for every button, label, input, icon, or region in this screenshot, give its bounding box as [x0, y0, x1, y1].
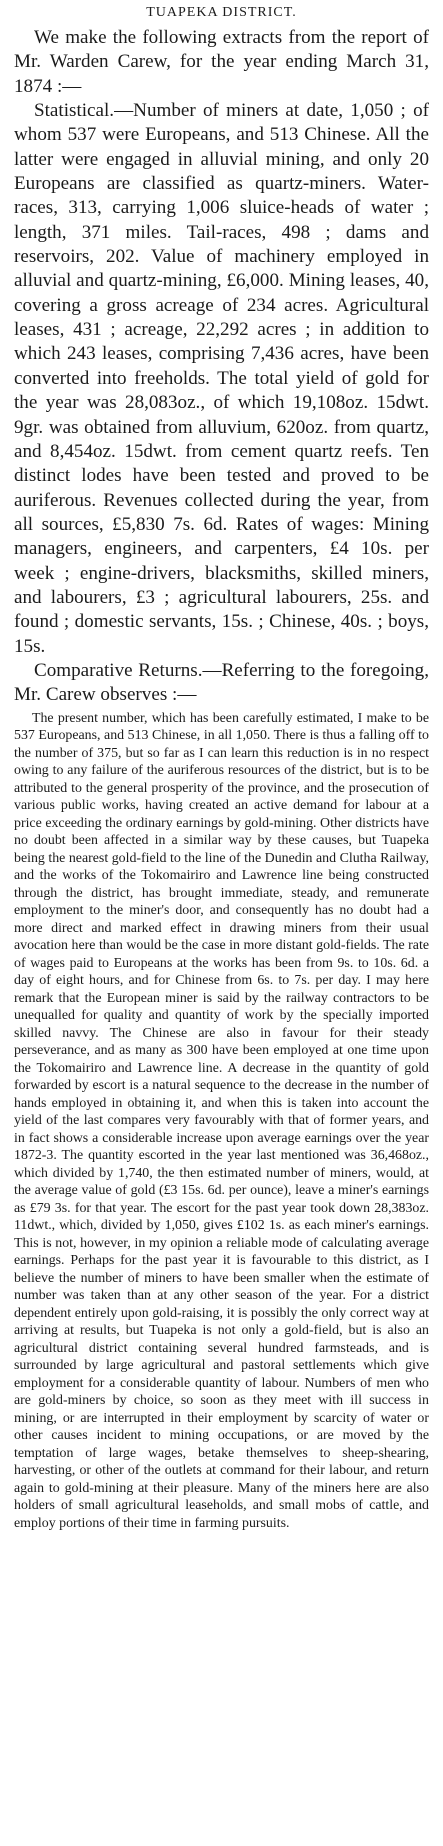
intro-paragraph: We make the following extracts from the report of Mr. Warden Carew, for the year ending March 31, 1874 :— — [14, 27, 429, 97]
article-body — [14, 26, 429, 708]
report-quotation — [14, 710, 429, 1533]
article-headline: TUAPEKA DISTRICT. — [146, 5, 297, 20]
statistical-paragraph: Statistical.—Number of miners at date, 1,050 ; of whom 537 were Europeans, and 513 Chinese. All the latter were engaged in alluvial mining, and only 20 Europeans are classified as quartz-miners. Water-races, 313, carrying 1,006 sluice-heads of water ; length, 371 miles. Tail-races, 498 ; dams and reservoirs, 202. Value of machinery employed in alluvial and quartz-mining, £6,000. Mining leases, 40, covering a gross acreage of 234 acres. Agricultural leases, 431 ; acreage, 22,292 acres ; in addition to which 243 leases, comprising 7,436 acres, have been converted into freeholds. The total yield of gold for the year was 28,083oz., of which 19,108oz. 15dwt. 9gr. was obtained from alluvium, 620oz. from quartz, and 8,454oz. 15dwt. from cement quartz reefs. Ten distinct lodes have been tested and proved to be auriferous. Revenues collected during the year, from all sources, £5,830 7s. 6d. Rates of wages: Mining managers, engineers, and carpenters, £4 10s. per week ; engine-drivers, blacksmiths, skilled miners, and labourers, £3 ; agricultural labourers, 25s. and found ; domestic servants, 15s. ; Chinese, 40s. ; boys, 15s. — [14, 100, 429, 657]
comparative-returns-paragraph: Comparative Returns.—Referring to the foregoing, Mr. Carew observes :— — [14, 659, 429, 706]
quotation-paragraph: The present number, which has been carefully estimated, I make to be 537 Europeans, and 513 Chinese, in all 1,050. There is thus a falling off to the number of 375, but so far as I can learn this reduction is in no respect owing to any failure of the auriferous resources of the district, but is to be attributed to the general prosperity of the province, and the prosecution of various public works, having created an active demand for labour at a price exceeding the ordinary earnings by gold-mining. Other districts have no doubt been affected in a similar way by these causes, but Tuapeka being the nearest gold-field to the line of the Dunedin and Clutha Railway, and the works of the Tokomairiro and Lawrence line being constructed through the district, has brought immediate, steady, and remunerate employment to the miner's door, and consequently has no doubt had a more direct and marked effect in drawing miners from their usual avocation here than would be the case in more distant gold-fields. The rate of wages paid to Europeans at the works has been from 9s. to 10s. 6d. a day of eight hours, and for Chinese from 6s. to 7s. per day. I may here remark that the European miner is said by the railway contractors to be unequalled for quality and quantity of work by the specially imported skilled navvy. The Chinese are also in favour for their steady perseverance, and as many as 300 have been employed at one time upon the Tokomairiro and Lawrence line. A decrease in the quantity of gold forwarded by escort is a natural sequence to the decrease in the number of hands employed in obtaining it, and when this is taken into account the yield of the last compares very favourably with that of former years, and in fact shows a considerable increase upon average earnings over the year 1872-3. The quantity escorted in the year last mentioned was 36,468oz., which divided by 1,740, the then estimated number of miners, would, at the average value of gold (£3 15s. 6d. per ounce), leave a miner's earnings as £79 3s. for that year. The escort for the past year took down 28,383oz. 11dwt., which, divided by 1,050, gives £102 1s. as each miner's earnings. This is not, however, in my opinion a reliable mode of calculating average earnings. Perhaps for the past year it is favourable to this district, as I believe the number of miners to have been smaller when the estimate of number was taken than at any other season of the year. For a district dependent entirely upon gold-raising, it is possibly the only correct way at arriving at results, but Tuapeka is not only a gold-field, but is also an agricultural district containing several hundred farmsteads, and is surrounded by large agricultural and pastoral settlements which give employment for a considerable quantity of labour. Numbers of men who are gold-miners by choice, so soon as they meet with ill success in mining, or are interrupted in their employment by scarcity of water or other causes incident to mining occupations, or are moved by the temptation of large wages, betake themselves to sheep-shearing, harvesting, or other of the outlets at command for their labour, and return again to gold-mining at their pleasure. Many of the miners here are also holders of small agricultural leaseholds, and small mobs of cattle, and employ portions of their time in farming pursuits. — [14, 710, 429, 1531]
